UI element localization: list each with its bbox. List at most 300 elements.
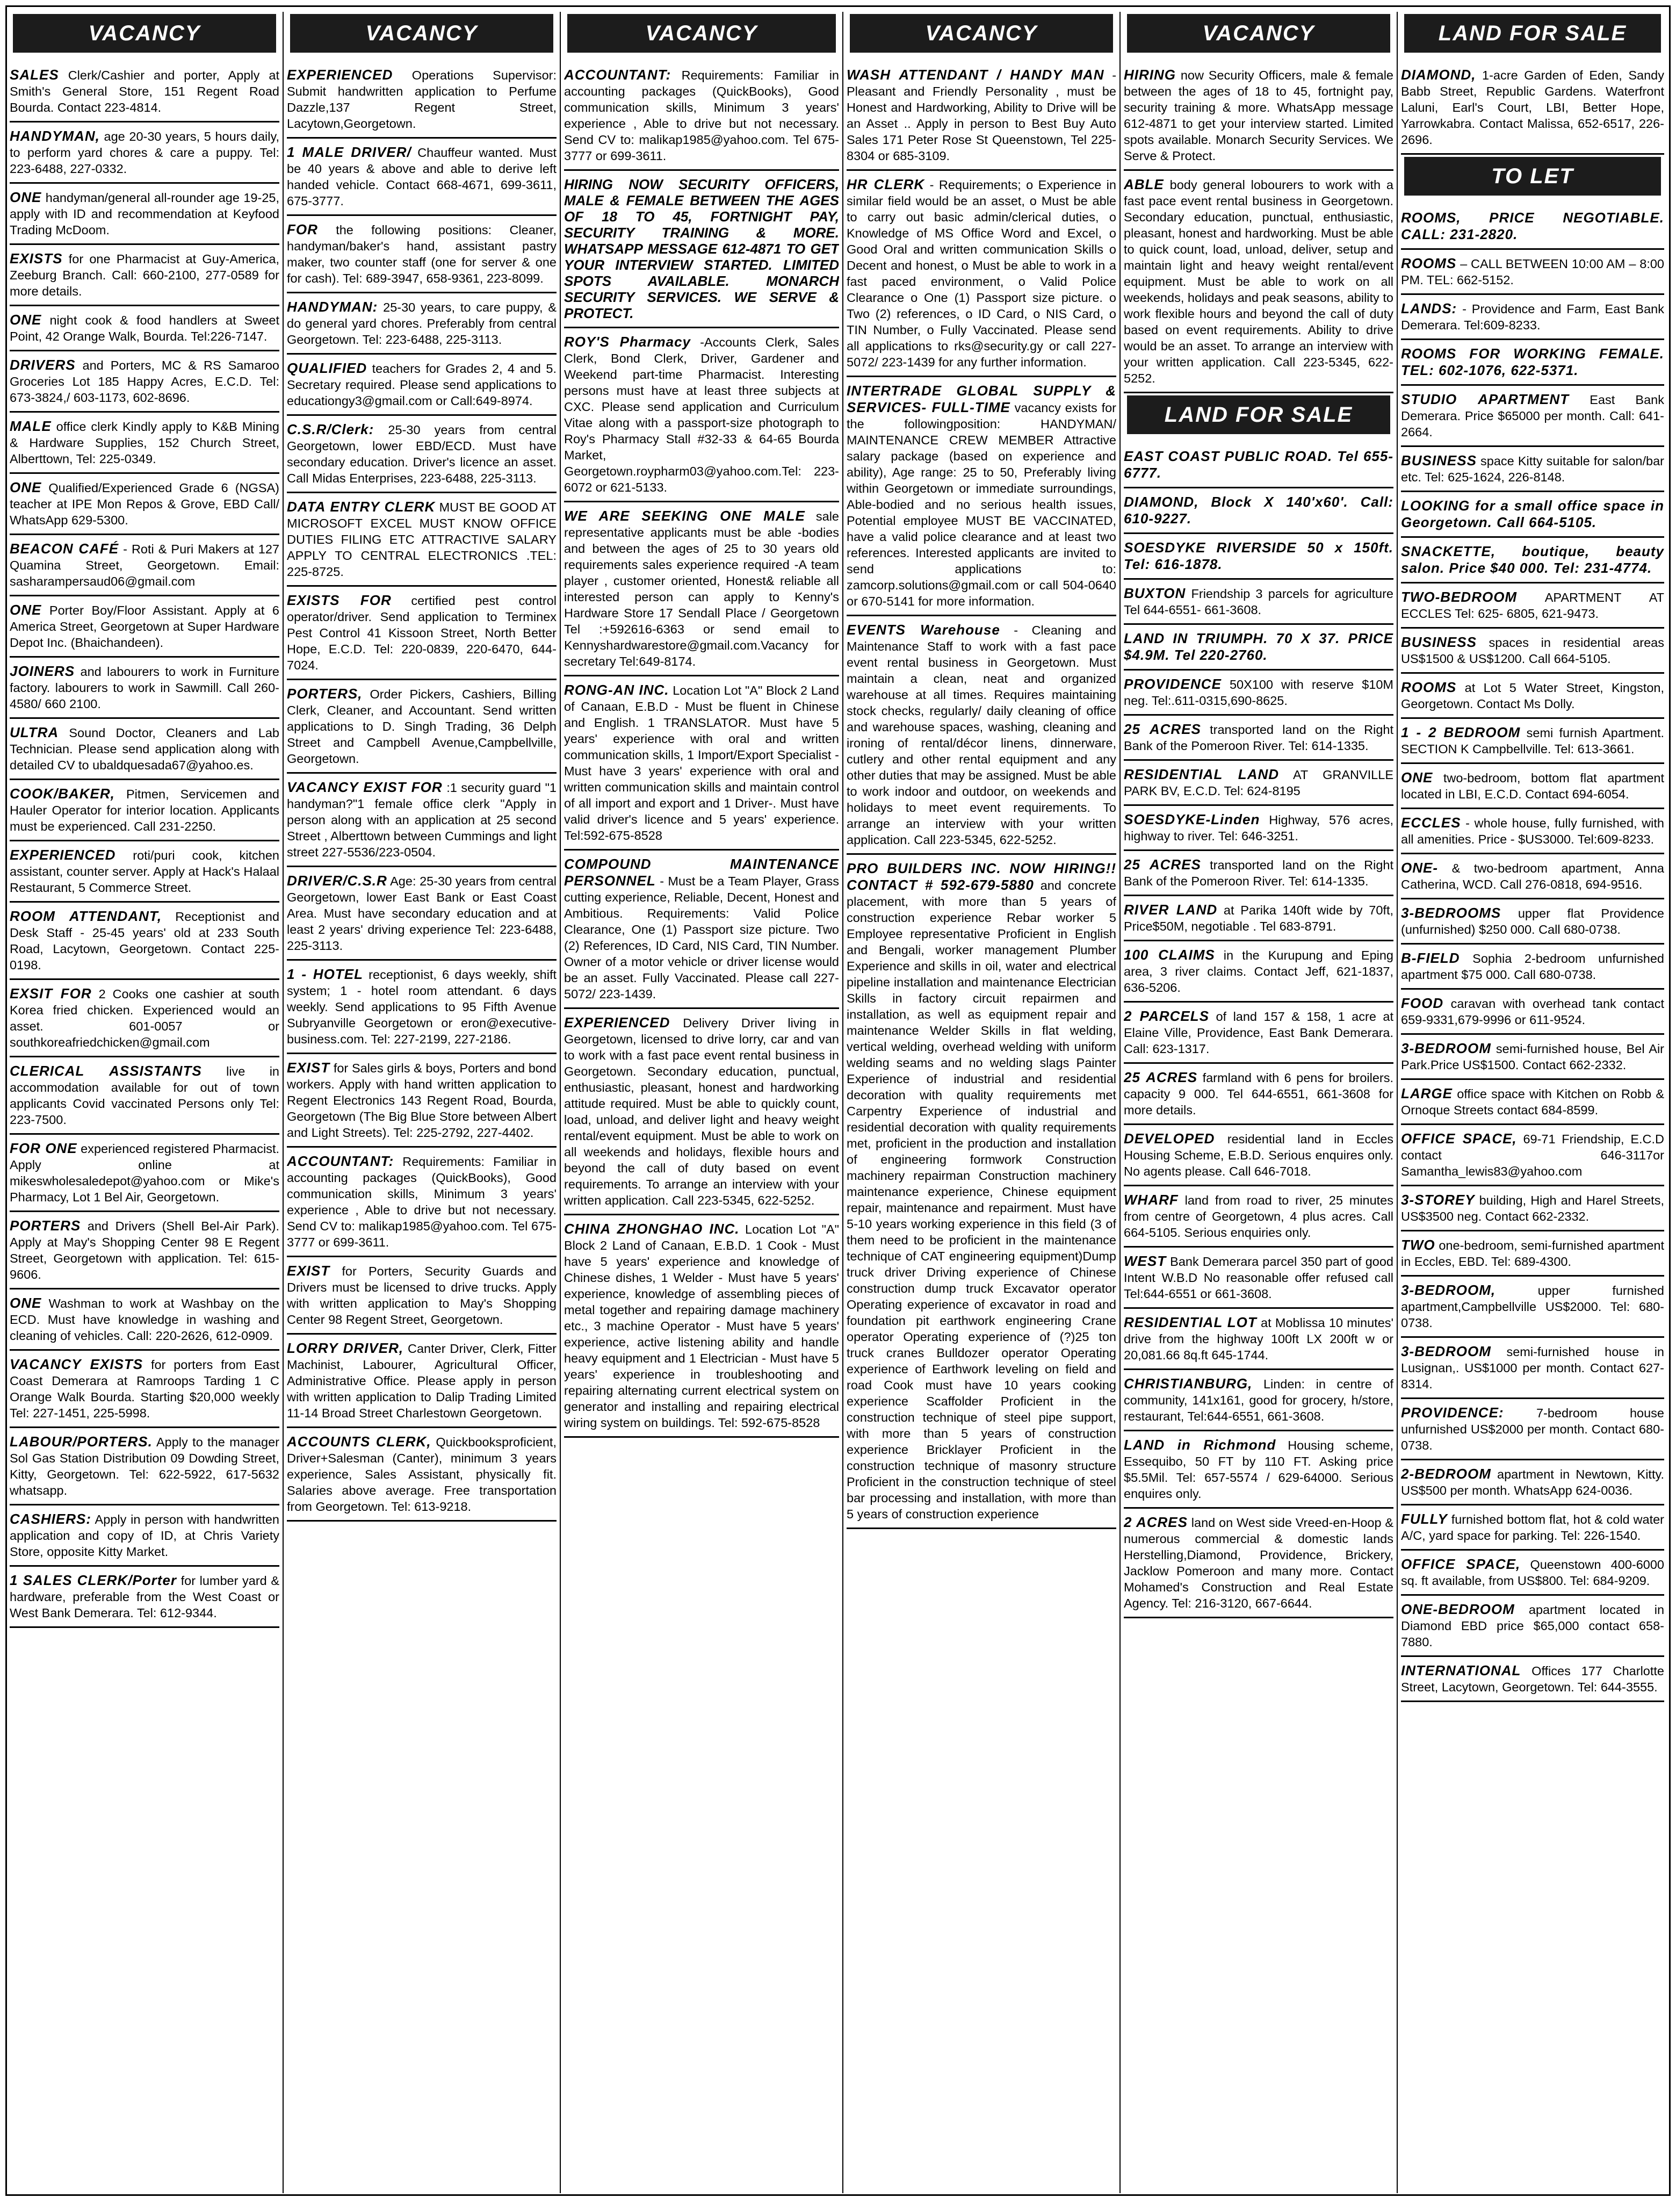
ad-lead: TWO (1401, 1237, 1435, 1253)
classified-ad (10, 1569, 279, 1628)
classified-ad (287, 1337, 557, 1428)
classified-ad (564, 679, 839, 851)
ad-lead: ROOMS, PRICE NEGOTIABLE. CALL: 231-2820. (1401, 210, 1664, 242)
column-divider (842, 12, 843, 2193)
ad-lead: PROVIDENCE (1124, 676, 1222, 692)
ad-text: semi-furnished house in Lusignan,. US$1000 per month. Contact 627-8314. (1401, 1345, 1664, 1391)
ad-lead: OFFICE SPACE, (1401, 1556, 1521, 1572)
ad-text: teachers for Grades 2, 4 and 5. Secretary required. Please send applications to educationgy3@gmail.com or Call:649-8974. (287, 362, 557, 408)
ad-text: - Roti & Puri Makers at 127 Quamina Street, Georgetown. Email: sasharampersaud06@gmail.com (10, 542, 279, 588)
ad-lead: LARGE (1401, 1085, 1453, 1101)
ad-text: at Parika 140ft wide by 70ft, Price$50M, negotiable . Tel 683-8791. (1124, 903, 1393, 933)
ad-lead: 1 MALE DRIVER/ (287, 144, 411, 160)
ad-lead: FOR ONE (10, 1140, 77, 1156)
ad-text: 25-30 years from central Georgetown, lower EBD/ECD. Must have secondary education. Driver's licence an asset. Call Midas Enterprises, 223-6488, 225-3113. (287, 423, 557, 485)
ad-text: now Security Officers, male & female between the ages of 18 to 45, fortnight pay, security training & more. WhatsApp message 612-4871 to get your interview started. Limited spots available. Monarch Security Services. We Serve & Protect. (1124, 68, 1393, 163)
classified-ad (10, 905, 279, 980)
classified-ad (1401, 676, 1664, 719)
ad-lead: 3-BEDROOM (1401, 1343, 1491, 1359)
classified-ad (287, 1259, 557, 1335)
ad-text: Porter Boy/Floor Assistant. Apply at 6 America Street, Georgetown at Super Hardware Depot Inc. (Bhaichandeen). (10, 603, 279, 650)
ad-lead: RIVER LAND (1124, 902, 1218, 918)
classified-ad (1401, 1340, 1664, 1399)
classified-ad (10, 1430, 279, 1505)
classified-ad (10, 1137, 279, 1212)
classified-ad (1401, 1462, 1664, 1505)
ad-lead: QUALIFIED (287, 360, 367, 376)
ad-lead: ROOMS FOR WORKING FEMALE. TEL: 602-1076, 622-5371. (1401, 345, 1664, 378)
ad-text: Location Lot "A" Block 2 Land of Canaan, E.B.D. 1 Cook - Must have 5 years' experience and knowledge of Chinese dishes, 1 Welder - Must have 5 years' experience, knowledge of assembling pieces of metal together and repairing damage machinery etc., 3 machine Operator - Must have 5 years' experience, active listening ability and handle heavy equipment and 1 Electrician - Must have 5 years' experience in troubleshooting and repairing alternating current electrical system on generator and installing and repairing electrical wiring system on buildings. Tel: 592-675-8528 (564, 1222, 839, 1430)
ad-lead: INTERTRADE GLOBAL SUPPLY & SERVICES- FULL-TIME (847, 383, 1116, 415)
ad-lead: CHRISTIANBURG, (1124, 1375, 1253, 1392)
ad-lead: ACCOUNTANT: (287, 1153, 394, 1169)
classified-ad (10, 125, 279, 184)
column-5 (1124, 12, 1393, 2193)
classified-ad (1401, 1127, 1664, 1186)
ad-text: Highway, 576 acres, highway to river. Tel: 646-3251. (1124, 813, 1393, 843)
ad-lead: 25 ACRES (1124, 721, 1201, 737)
ad-text: Sound Doctor, Cleaners and Lab Technician. Please send application along with detailed CV to ubaldquesada67@yahoo.es. (10, 726, 279, 772)
ad-text: office clerk Kindly apply to K&B Mining & Hardware Supplies, 152 Church Street, Alberttown, Tel: 225-0349. (10, 420, 279, 466)
ad-text: & two-bedroom apartment, Anna Catherina, WCD. Call 276-0818, 694-9516. (1401, 861, 1664, 891)
ad-lead: ROOM ATTENDANT, (10, 908, 162, 924)
ad-text: handyman/general all-rounder age 19-25, apply with ID and recommendation at Keyfood Trading McDoom. (10, 191, 279, 237)
ad-lead: LABOUR/PORTERS. (10, 1433, 153, 1450)
ad-text: Order Pickers, Cashiers, Billing Clerk, Cleaner, and Accountant. Send written applications to D. Singh Trading, 36 Delph Street and Campbell Avenue,Campbellville, Georgetown. (287, 687, 557, 766)
classified-ad (1401, 631, 1664, 674)
ad-lead: SOESDYKE-Linden (1124, 811, 1260, 827)
classified-ad (1124, 1250, 1393, 1309)
classified-ad (287, 1150, 557, 1257)
ad-lead: ROY'S Pharmacy (564, 334, 691, 350)
ad-lead: EXIST (287, 1060, 330, 1076)
classified-ad (1124, 853, 1393, 896)
ad-lead: ONE (10, 602, 42, 618)
classified-ad (1401, 540, 1664, 583)
classified-ad (10, 1292, 279, 1351)
ad-lead: BUXTON (1124, 585, 1186, 601)
ad-text: Washman to work at Washbay on the ECD. Must have knowledge in washing and cleaning of vehicles. Call: 220-2626, 612-0909. (10, 1296, 279, 1343)
classified-ad (564, 63, 839, 171)
ad-lead: DEVELOPED (1124, 1130, 1215, 1147)
column-4 (847, 12, 1116, 2193)
ad-lead: SOESDYKE RIVERSIDE 50 x 150ft. Tel: 616-1878. (1124, 539, 1393, 572)
classified-ad (10, 354, 279, 413)
classified-ad (1124, 1127, 1393, 1186)
ad-text: Location Lot "A" Block 2 Land of Canaan, E.B.D - Must be fluent in Chinese and English. 1 TRANSLATOR. Must have 5 years' experience with oral and written communication skills, 1 Import/Export Specialist - Must have 3 years' experience with oral and written communication skills and maintain control of all import and export and 1 Driver-. Must have valid driver's licence and 5 years' experience. Tel:592-675-8528 (564, 683, 839, 842)
classified-ad (1401, 1598, 1664, 1657)
ad-text: space Kitty suitable for salon/bar etc. Tel: 625-1624, 226-8148. (1401, 454, 1664, 484)
classified-ad (1401, 206, 1664, 250)
ad-text: land from road to river, 25 minutes from centre of Georgetown, 4 plus acres. Call 664-5105. Serious enquiries only. (1124, 1193, 1393, 1240)
ad-lead: ONE (1401, 769, 1433, 786)
ad-lead: HR CLERK (847, 176, 925, 192)
ad-text: - Providence and Farm, East Bank Demerara. Tel:609-8233. (1401, 302, 1664, 332)
section-header: VACANCY (13, 14, 276, 53)
ad-text: and labourers to work in Furniture factory. labourers to work in Sawmill. Call 260-4580/ 660 2100. (10, 665, 279, 711)
classified-ad (10, 844, 279, 903)
ad-text: furnished bottom flat, hot & cold water A/C, yard space for parking. Tel: 226-1540. (1401, 1512, 1664, 1543)
ad-lead: 3-STOREY (1401, 1192, 1475, 1208)
classified-ad (847, 618, 1116, 855)
ad-text: in the Kurupung and Eping area, 3 river claims. Contact Jeff, 621-1837, 636-5206. (1124, 948, 1393, 995)
classified-ad (287, 418, 557, 493)
ad-text: East Bank Demerara. Price $65000 per month. Call: 641-2664. (1401, 393, 1664, 439)
ad-text: - Pleasant and Friendly Personality , must be Honest and Hardworking, Ability to Drive will be an Asset .. Apply in person to Best Buy Auto Sales 171 Peter Rose St Queenstown, Tel 225-8304 or 685-3109. (847, 68, 1116, 163)
classified-ad (847, 173, 1116, 377)
ad-text: - Requirements; o Experience in similar field would be an asset, o Must be able to carry out basic admin/clerical duties, o Knowledge of MS Office Word and Excel, o Good Oral and written communication Skills o Decent and honest, o Must be able to work in a fast paced environment, o Valid Police Clearance o One (1) Passport size picture. o Two (2) references, o ID Card, o NIS Card, o TIN Number, o Fully Vaccinated. Please send all applications to rks@security.gy or call 227-5072/ 223-1439 for any further information. (847, 178, 1116, 369)
classified-ad (1401, 1234, 1664, 1277)
ad-text: spaces in residential areas US$1500 & US$1200. Call 664-5105. (1401, 636, 1664, 666)
classified-ad (287, 682, 557, 774)
ad-lead: 25 ACRES (1124, 1069, 1198, 1085)
classified-ad (287, 141, 557, 216)
classified-ad (287, 1430, 557, 1522)
ad-text: one-bedroom, semi-furnished apartment in Eccles, EBD. Tel: 689-4300. (1401, 1238, 1664, 1269)
ad-text: and Drivers (Shell Bel-Air Park). Apply at May's Shopping Center 98 E Regent Street, Georgetown with application. Tel: 615-9606. (10, 1219, 279, 1281)
ad-lead: 2 PARCELS (1124, 1008, 1209, 1024)
ad-lead: STUDIO APARTMENT (1401, 391, 1569, 407)
classified-ad (564, 853, 839, 1009)
ad-lead: VACANCY EXIST FOR (287, 779, 443, 795)
ad-lead: JOINERS (10, 663, 75, 679)
classified-ad (1401, 1659, 1664, 1702)
classified-ad (1124, 491, 1393, 534)
ad-lead: EXISTS FOR (287, 592, 392, 608)
ad-text: certified pest control operator/driver. Send application to Terminex Pest Control 41 Kissoon Street, North Better Hope, E.C.D. Tel: 220-0839, 220-6470, 644-7024. (287, 594, 557, 672)
classified-ad (287, 218, 557, 293)
classified-ad (1401, 1082, 1664, 1125)
classified-ad (1401, 297, 1664, 340)
ad-text: body general lobourers to work with a fast pace event rental business in Georgetown. Secondary education, punctual, enthusiastic, pleasant, honest and hardworking. Must be able to quick count, load, unload, deliver, setup and maintain light and heavy weight rental/event equipment. Must be able to work on all weekends, holidays and peak seasons, ability to work flexible hours and beyond the call of duty based on event requirements. Ability to drive would be an asset. To arrange an interview with your written application. Call 223-5345, 622-5252. (1124, 178, 1393, 385)
ad-text: Chauffeur wanted. Must be 40 years & above and able to derive left handed vehicle. Contact 668-4671, 699-3611, 675-3777. (287, 146, 557, 208)
ad-lead: ABLE (1124, 176, 1164, 192)
classified-ad (287, 963, 557, 1054)
ad-lead: ECCLES (1401, 815, 1461, 831)
classified-ad (1401, 1279, 1664, 1338)
ad-lead: 100 CLAIMS (1124, 947, 1215, 963)
ad-lead: ROOMS (1401, 679, 1457, 695)
column-divider (283, 12, 284, 2193)
ad-text: AT GRANVILLE PARK BV, E.C.D. Tel: 624-8195 (1124, 768, 1393, 798)
ad-text: -Accounts Clerk, Sales Clerk, Bond Clerk, Driver, Gardener and Weekend part-time Pharmacist. Interesting persons must have at least three subjects at CXC. Please send application and Curriculum Vitae along with a passport-size photograph to Roy's Pharmacy Stall #32-33 & 64-65 Bourda Market, Georgetown.roypharm03@yahoo.com.Tel: 223-6072 or 621-5133. (564, 335, 839, 494)
ad-lead: BEACON CAFÉ (10, 541, 119, 557)
ad-lead: EXIST (287, 1263, 330, 1279)
classified-ad (1124, 763, 1393, 806)
ad-text: of land 157 & 158, 1 acre at Elaine Ville, Providence, East Bank Demerara. Call: 623-1317. (1124, 1010, 1393, 1056)
ad-text: semi furnish Apartment. SECTION K Campbellville. Tel: 613-3661. (1401, 726, 1664, 756)
ad-text: at Moblissa 10 minutes' drive from the highway 100ft LX 200ft w or 20,081.66 8q.ft 645-1744. (1124, 1316, 1393, 1362)
classified-ad (1401, 721, 1664, 764)
classified-ad (287, 63, 557, 139)
ad-lead: PORTERS, (287, 686, 363, 702)
column-divider (560, 12, 561, 2193)
ad-lead: HANDYMAN, (10, 128, 100, 144)
ad-text: and concrete placement, with more than 5 years of construction experience Rebar worker 5 Employee representative Proficient in English and Bengali, worker management Plumber Experience and skills in oil, water and electrical pipeline installation and maintenance Electrician Skills in factory circuit repairmen and installation, as well as equipment repair and maintenance Welder Skills in flat welding, vertical welding, overhead welding with uniform welding seams and no welding slags Painter Experience of industrial and residential decoration with quality requirements met Carpentry Experience of industrial and residential decoration with quality requirements met, proficient in the production and installation of engineering formwork Construction machinery repairman Construction machinery maintenance experience, Chinese equipment repair, maintenance and repairment. Must have 5-10 years working experience in this field (3 of them need to be proficient in the maintenance technique of CAT engineering equipment)Dump truck driver Driving experience of Chinese construction dump truck Excavator operator Operating experience of excavator in road and foundation pit earthwork engineering Crane operator Operating experience of (?)25 ton truck cranes Bulldozer operator Operating experience of Earthwork leveling on field and road Cook must have 10 years cooking experience Scaffolder Proficient in the construction technique of steel pipe support, with more than 5 years of construction experience Bricklayer Proficient in the construction technique of masonry structure Proficient in the construction technique of steel bar processing and installation, with more than 5 years of construction experience (847, 878, 1116, 1521)
ad-lead: EXPERIENCED (287, 67, 393, 83)
ad-lead: DRIVERS (10, 357, 76, 373)
ad-text: 2 Cooks one cashier at south Korea fried chicken. Experienced would an asset. 601-0057 or southkoreafriedchicken@gmail.com (10, 987, 279, 1049)
classified-ad (847, 63, 1116, 171)
ad-lead: PORTERS (10, 1217, 81, 1234)
ad-lead: 3-BEDROOM (1401, 1040, 1491, 1056)
section-header: VACANCY (290, 14, 553, 53)
ad-text: Qualified/Experienced Grade 6 (NGSA) teacher at IPE Mon Repos & Grove, EBD Call/ WhatsApp 629-5300. (10, 481, 279, 527)
ad-lead: LAND in Richmond (1124, 1437, 1276, 1453)
ad-text: Receptionist and Desk Staff - 25-45 years' old at 233 South Road, Lacytown, Georgetown. Contact 225-0198. (10, 910, 279, 972)
ad-text: office space with Kitchen on Robb & Ornoque Streets contact 684-8599. (1401, 1087, 1664, 1117)
ad-lead: EXISTS (10, 250, 63, 266)
classified-ad (1401, 947, 1664, 990)
ad-text: - Must be a Team Player, Grass cutting experience, Reliable, Decent, Honest and Ambitious. Requirements: Valid Police Clearance, One (1) Passport size picture. Two (2) References, ID Card, NIS Card, TIN Number. Owner of a motor vehicle or driver license would be an asset. Fully Vaccinated. Please call 227-5072/ 223-1439. (564, 874, 839, 1001)
ad-lead: PROVIDENCE: (1401, 1404, 1504, 1421)
ad-lead: 1 - HOTEL (287, 966, 363, 982)
classified-ad (1124, 627, 1393, 671)
ad-text: 25-30 years, to care puppy, & do general yard chores. Preferably from central Georgetown. Tel: 223-6488, 225-3113. (287, 300, 557, 347)
section-header: LAND FOR SALE (1404, 14, 1661, 53)
ad-lead: 2 ACRES (1124, 1514, 1188, 1530)
ad-text: for Sales girls & boys, Porters and bond workers. Apply with hand written application to Regent Electronics 143 Regent Road, Bourda, Georgetown (The Big Blue Store between Albert and Light Streets). Tel: 225-2792, 227-4402. (287, 1061, 557, 1140)
ad-lead: VACANCY EXISTS (10, 1356, 143, 1372)
ad-lead: DIAMOND, (1401, 67, 1476, 83)
ad-lead: BUSINESS (1401, 634, 1477, 650)
ad-text: Housing scheme, Essequibo, 50 FT by 110 FT. Asking price $5.5Mil. Tel: 657-5574 / 629-64000. Serious enquires only. (1124, 1438, 1393, 1501)
classified-ad (1124, 582, 1393, 625)
ad-lead: LAND IN TRIUMPH. 70 X 37. PRICE $4.9M. Tel 220-2760. (1124, 630, 1393, 663)
classified-ad (1401, 586, 1664, 629)
ad-text: for lumber yard & hardware, preferable from the West Coast or West Bank Demerara. Tel: 612-9344. (10, 1574, 279, 1620)
column-3 (564, 12, 839, 2193)
ad-lead: LANDS: (1401, 300, 1457, 316)
ad-lead: ONE (10, 479, 42, 495)
classified-ad (1401, 992, 1664, 1035)
classified-ad (1124, 1372, 1393, 1431)
classified-ad (1124, 898, 1393, 941)
ad-lead: 2-BEDROOM (1401, 1466, 1491, 1482)
section-header: VACANCY (850, 14, 1113, 53)
classified-ad (1124, 63, 1393, 171)
ad-lead: ONE (10, 189, 42, 205)
ad-lead: ONE- (1401, 860, 1438, 876)
ad-text: transported land on the Right Bank of the Pomeroon River. Tel: 614-1335. (1124, 858, 1393, 888)
classified-ad (1124, 1005, 1393, 1064)
section-header: VACANCY (1127, 14, 1390, 53)
classified-ad (1124, 1311, 1393, 1370)
ad-text: Friendship 3 parcels for agriculture Tel 644-6551- 661-3608. (1124, 587, 1393, 617)
ad-lead: EXPERIENCED (564, 1014, 670, 1031)
ad-lead: EVENTS Warehouse (847, 622, 1000, 638)
ad-text: age 20-30 years, 5 hours daily, to perform yard chores & care a puppy. Tel: 223-6488, 227-0332. (10, 129, 279, 176)
classified-ad (287, 869, 557, 961)
ad-lead: FOR (287, 221, 318, 237)
ad-lead: TWO-BEDROOM (1401, 589, 1518, 605)
ad-lead: BUSINESS (1401, 452, 1477, 469)
ad-text: upper furnished apartment,Campbellville US$2000. Tel: 680-0738. (1401, 1284, 1664, 1330)
ad-text: building, High and Harel Streets, US$3500 neg. Contact 662-2332. (1401, 1193, 1664, 1223)
ad-text: Bank Demerara parcel 350 part of good Intent W.B.D No reasonable offer refused call Tel:644-6551 or 661-3608. (1124, 1255, 1393, 1301)
ad-text: Quickbooksproficient, Driver+Salesman (Canter), minimum 3 years experience, Sales Assistant, physically fit. Salaries above average. Free transportation from Georgetown. Tel: 613-9218. (287, 1435, 557, 1514)
ad-text: for one Pharmacist at Guy-America, Zeeburg Branch. Call: 660-2100, 277-0589 for more details. (10, 252, 279, 298)
classified-ad (564, 173, 839, 328)
classified-ad (1401, 1553, 1664, 1596)
classified-ad (1401, 449, 1664, 492)
classified-ad (10, 415, 279, 474)
classified-ad (1124, 445, 1393, 488)
ad-lead: ONE (10, 1295, 42, 1311)
ad-text: and Porters, MC & RS Samaroo Groceries Lot 185 Happy Acres, E.C.D. Tel: 673-3824,/ 603-1173, 602-8696. (10, 358, 279, 405)
ad-lead: HANDYMAN: (287, 299, 378, 315)
ad-lead: ONE (10, 312, 42, 328)
ad-lead: DRIVER/C.S.R (287, 873, 387, 889)
classified-ad (1401, 494, 1664, 538)
ad-text: Apply to the manager Sol Gas Station Distribution 09 Dowding Street, Kitty, Georgetown. Tel: 622-5922, 617-5632 whatsapp. (10, 1435, 279, 1497)
ad-text: APARTMENT AT ECCLES Tel: 625- 6805, 621-9473. (1401, 590, 1664, 621)
ad-lead: WHARF (1124, 1192, 1179, 1208)
classified-ad (287, 357, 557, 416)
ad-lead: COMPOUND MAINTENANCE PERSONNEL (564, 856, 839, 889)
ad-text: residential land in Eccles Housing Scheme, E.B.D. Serious enquires only. No agents please. Call 646-7018. (1124, 1132, 1393, 1178)
ad-text: Sophia 2-bedroom unfurnished apartment $75 000. Call 680-0738. (1401, 952, 1664, 982)
ad-lead: 1 - 2 BEDROOM (1401, 724, 1521, 740)
ad-text: two-bedroom, bottom flat apartment located in LBI, E.C.D. Contact 694-6054. (1401, 771, 1664, 801)
ad-lead: EXPERIENCED (10, 847, 116, 863)
ad-text: receptionist, 6 days weekly, shift system; 1 - hotel room attendant. 6 days weekly. Send applications to 95 Fifth Avenue Subryanville Georgetown or eron@executive-business.com. Tel: 227-2199, 227-2186. (287, 968, 557, 1046)
ad-lead: MALE (10, 418, 52, 434)
ad-lead: WEST (1124, 1253, 1167, 1269)
ad-lead: ROOMS (1401, 255, 1457, 271)
classified-ad (1401, 1188, 1664, 1231)
ad-text: farmland with 6 pens for broilers. capacity 9 000. Tel 644-6551, 661-3608 for more details. (1124, 1071, 1393, 1117)
ad-lead: C.S.R/Clerk: (287, 421, 374, 437)
classified-ad (1124, 943, 1393, 1003)
classified-ad (1401, 388, 1664, 447)
ad-text: Age: 25-30 years from central Georgetown, lower East Bank or East Coast Area. Must have secondary education and at least 2 years' driving experience Tel: 223-6488, 225-3113. (287, 874, 557, 953)
classified-ad (10, 476, 279, 535)
classified-ad (10, 1508, 279, 1567)
classified-ad (10, 186, 279, 245)
ad-text: at Lot 5 Water Street, Kingston, Georgetown. Contact Ms Dolly. (1401, 681, 1664, 711)
ad-text: MUST BE GOOD AT MICROSOFT EXCEL MUST KNOW OFFICE DUTIES FILING ETC ATTRACTIVE SALARY APPLY TO CENTRAL ELECTRONICS .TEL: 225-8725. (287, 500, 557, 579)
classified-ad (10, 537, 279, 596)
ad-text: Queenstown 400-6000 sq. ft available, from US$800. Tel: 684-9209. (1401, 1558, 1664, 1588)
ad-lead: ONE-BEDROOM (1401, 1601, 1515, 1617)
ad-lead: FOOD (1401, 995, 1444, 1011)
column-divider (1397, 12, 1398, 2193)
column-1 (10, 12, 279, 2193)
classified-ad (1401, 856, 1664, 899)
ad-text: 50X100 with reserve $10M neg. Tel:.611-0315,690-8625. (1124, 678, 1393, 708)
classified-ad (10, 599, 279, 658)
classified-ad (10, 1060, 279, 1135)
ad-text: vacancy exists for the followingposition: HANDYMAN/ MAINTENANCE CREW MEMBER Attractive salary package (based on experience and ability), Age range: 25 to 50, Preferably living within Georgetown or immediate surroundings, Able-bodied and no serious health issues, Potential employee MUST BE VACCINATED, have a valid police clearance and at least two references. Interested applicants are invited to send applications to: zamcorp.solutions@gmail.com or call 504-0640 or 670-5141 for more information. (847, 401, 1116, 608)
classified-ad (10, 1353, 279, 1428)
ad-text: Operations Supervisor: Submit handwritten application to Perfume Dazzle,137 Regent Street, Lacytown,Georgetown. (287, 68, 557, 131)
ad-text: land on West side Vreed-en-Hoop & numerous commercial & domestic lands Herstelling,Diamond, Providence, Brickery, Jacklow Pomeroon and many more. Contact Mohamed's Construction and Real Estate Agency. Tel: 216-3120, 667-6644. (1124, 1516, 1393, 1610)
classified-ad (564, 1011, 839, 1215)
ad-text: night cook & food handlers at Sweet Point, 42 Orange Walk, Bourda. Tel:226-7147. (10, 313, 279, 343)
ad-text: the following positions: Cleaner, handyman/baker's hand, assistant pastry maker, two counter staff (one for server & one for cash). Tel: 689-3947, 658-9361, 223-8099. (287, 223, 557, 285)
section-header: VACANCY (567, 14, 836, 53)
classified-ad (10, 1214, 279, 1289)
classified-ad (1124, 1511, 1393, 1618)
ad-text: Requirements: Familiar in accounting packages (QuickBooks), Good communication skills, Minimum 3 years' experience , Able to drive but not necessary. Send CV to: malikap1985@yahoo.com. Tel 675-3777 or 699-3611. (287, 1155, 557, 1249)
ad-lead: 3-BEDROOM, (1401, 1282, 1496, 1298)
ad-lead: ACCOUNTS CLERK, (287, 1433, 431, 1450)
ad-lead: EAST COAST PUBLIC ROAD. Tel 655-6777. (1124, 448, 1393, 481)
ad-text: for Porters, Security Guards and Drivers must be licensed to drive trucks. Apply with written application to May's Shopping Center 98 Regent Street, Georgetown. (287, 1264, 557, 1327)
ad-text: sale representative applicants must be able -bodies and between the ages of 25 to 30 years old requirements sales experience required -A team player , customer oriented, Honest& reliable all interested person can apply to Kenny's Hardware Store 17 Sendall Place / Georgetown Tel :+592616-6363 or send email to Kennyshardwarestore@gmail.com.Vacancy for secretary Tel:649-8174. (564, 509, 839, 668)
ad-lead: EXSIT FOR (10, 985, 92, 1001)
column-2 (287, 12, 557, 2193)
ad-lead: 1 SALES CLERK/Porter (10, 1572, 177, 1588)
classified-ad (287, 296, 557, 355)
ad-text: experienced registered Pharmacist. Apply online at mikeswholesaledepot@yahoo.com or Mike's Pharmacy, Lot 1 Bel Air, Georgetown. (10, 1142, 279, 1204)
ad-text: apartment located in Diamond EBD price $65,000 contact 658-7880. (1401, 1603, 1664, 1649)
classified-ad (847, 379, 1116, 616)
ad-text: caravan with overhead tank contact 659-9331,679-9996 or 611-9524. (1401, 997, 1664, 1027)
classified-ad (564, 330, 839, 502)
classified-ad (1401, 252, 1664, 295)
ad-lead: 3-BEDROOMS (1401, 905, 1501, 921)
ad-text: Offices 177 Charlotte Street, Lacytown, Georgetown. Tel: 644-3555. (1401, 1664, 1664, 1694)
ad-lead: B-FIELD (1401, 950, 1460, 966)
ad-lead: DIAMOND, Block X 140'x60'. Call: 610-9227. (1124, 494, 1393, 527)
classified-ad (10, 660, 279, 719)
classified-ad (1124, 1066, 1393, 1125)
classified-ad (564, 505, 839, 676)
classified-ad (1124, 1188, 1393, 1248)
ad-text: for porters from East Coast Demerara at Ramroops Tarding 1 C Orange Walk Bourda. Starting $20,000 weekly Tel: 227-1451, 225-5998. (10, 1358, 279, 1420)
classified-ad (1401, 902, 1664, 945)
classified-ad (1401, 1037, 1664, 1080)
ad-lead: OFFICE SPACE, (1401, 1130, 1517, 1147)
ad-lead: RONG-AN INC. (564, 682, 669, 698)
ad-lead: ULTRA (10, 724, 59, 740)
ad-text: - whole house, fully furnished, with all amenities. Price - $US3000. Tel:609-8233. (1401, 816, 1664, 846)
classified-ad (1401, 811, 1664, 854)
column-divider (1119, 12, 1121, 2193)
ad-lead: FULLY (1401, 1511, 1448, 1527)
ad-text: 69-71 Friendship, E.C.D contact 646-3117or Samantha_lewis83@yahoo.com (1401, 1132, 1664, 1178)
classified-ad (1401, 1508, 1664, 1551)
classified-ad (287, 495, 557, 587)
classified-ad (1124, 173, 1393, 393)
classified-ad (847, 857, 1116, 1529)
ad-lead: COOK/BAKER, (10, 786, 115, 802)
classified-ad (1401, 1401, 1664, 1460)
classified-ad (10, 247, 279, 306)
ad-lead: RESIDENTIAL LOT (1124, 1314, 1257, 1330)
ad-lead: SNACKETTE, boutique, beauty salon. Price $40 000. Tel: 231-4774. (1401, 543, 1664, 576)
ad-text: Clerk/Cashier and porter, Apply at Smith's General Store, 151 Regent Road Bourda. Contact 223-4814. (10, 68, 279, 114)
classified-ad (1124, 1433, 1393, 1509)
ad-text: live in accommodation available for out of town applicants Covid vaccinated Persons only Tel: 223-7500. (10, 1064, 279, 1127)
ad-lead: CHINA ZHONGHAO INC. (564, 1221, 740, 1237)
ad-text: – CALL BETWEEN 10:00 AM – 8:00 PM. TEL: 662-5152. (1401, 257, 1664, 287)
ad-text: 7-bedroom house unfurnished US$2000 per month. Contact 680-0738. (1401, 1406, 1664, 1452)
ad-lead: WE ARE SEEKING ONE MALE (564, 508, 805, 524)
classified-ad (1124, 808, 1393, 851)
ad-lead: HIRING (1124, 67, 1176, 83)
ad-text: transported land on the Right Bank of the Pomeroon River. Tel: 614-1335. (1124, 723, 1393, 753)
ad-lead: CLERICAL ASSISTANTS (10, 1063, 202, 1079)
ad-text: - Cleaning and Maintenance Staff to work with a fast pace event rental business in Georgetown. Must maintain a clean, neat and organized warehouse at all times. Requires maintaining stock checks, regularly/ daily cleaning of office and warehouse spaces, washing, cleaning and ironing of rental/décor linens, dinnerware, cutlery and other rental equipment and any other duties that may be assigned. Must be able to work indoor and outdoor, on weekends and holidays to meet event requirements. To arrange an interview with your written application. Call 223-5345, 622-5252. (847, 623, 1116, 847)
ad-lead: LORRY DRIVER, (287, 1340, 404, 1356)
section-header: LAND FOR SALE (1127, 395, 1390, 434)
ad-text: apartment in Newtown, Kitty. US$500 per month. WhatsApp 624-0036. (1401, 1467, 1664, 1497)
ad-text: HIRING NOW SECURITY OFFICERS, MALE & FEMALE BETWEEN THE AGES OF 18 TO 45, FORTNIGHT PAY, SECURITY TRAINING & MORE. WHATSAPP MESSAGE 612-4871 TO GET YOUR INTERVIEW STARTED. LIMITED SPOTS AVAILABLE. MONARCH SECURITY SERVICES. WE SERVE & PROTECT. (564, 176, 839, 321)
classified-ad (10, 782, 279, 841)
